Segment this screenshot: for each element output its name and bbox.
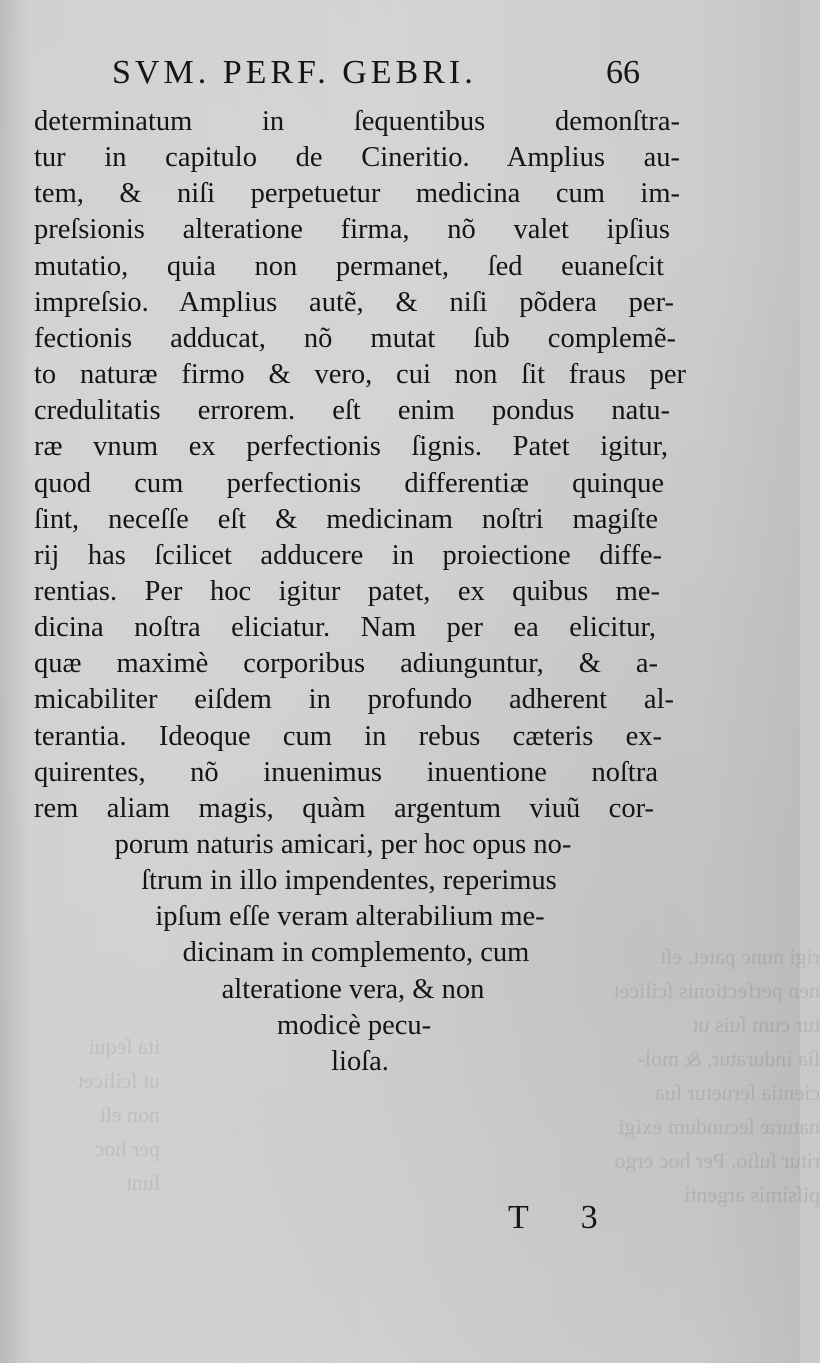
text-line: terantia. Ideoque cum in rebus cæteris ex- bbox=[34, 721, 662, 752]
text-line: fectionis adducat, nõ mutat ſub complemẽ- bbox=[34, 323, 676, 354]
text-line: preſsionis alteratione firma, nõ valet ipſius bbox=[34, 214, 670, 245]
text-line: to naturæ firmo & vero, cui non ſit fraus per bbox=[34, 359, 686, 390]
text-line: porum naturis amicari, per hoc opus no- bbox=[114, 829, 572, 860]
text-line: dicinam in complemento, cum bbox=[182, 937, 530, 968]
text-line: modicè pecu- bbox=[276, 1010, 432, 1041]
text-line: ipſum eſſe veram alterabilium me- bbox=[155, 901, 545, 932]
text-line: tem, & niſi perpetuetur medicina cum im- bbox=[34, 178, 680, 209]
text-line: rem aliam magis, quàm argentum viuũ cor- bbox=[34, 793, 654, 824]
text-line: rij has ſcilicet adducere in proiectione diffe- bbox=[34, 540, 662, 571]
text-line: tur in capitulo de Cineritio. Amplius au- bbox=[34, 142, 680, 173]
page-number: 66 bbox=[606, 54, 640, 91]
text-line: rentias. Per hoc igitur patet, ex quibus me- bbox=[34, 576, 660, 607]
text-line: credulitatis errorem. eſt enim pondus natu- bbox=[34, 395, 670, 426]
text-line: quæ maximè corporibus adiunguntur, & a- bbox=[34, 648, 658, 679]
signature-mark: T 3 bbox=[508, 1199, 620, 1236]
text-line: impreſsio. Amplius autẽ, & niſi põdera per- bbox=[34, 287, 674, 318]
page-header bbox=[0, 48, 800, 98]
text-line: determinatum in ſequentibus demonſtra- bbox=[34, 106, 680, 137]
running-head: SVM. PERF. GEBRI. bbox=[112, 54, 477, 91]
text-line: ſtrum in illo impendentes, reperimus bbox=[141, 865, 557, 896]
verso-bleed-through-left: ita ſequi ut ſcilicet non eſt per hoc ſunt bbox=[77, 1034, 160, 1195]
text-line: alteratione vera, & non bbox=[221, 974, 485, 1005]
text-line: quod cum perfectionis differentiæ quinque bbox=[34, 468, 664, 499]
text-line: mutatio, quia non permanet, ſed euaneſcit bbox=[34, 251, 664, 282]
text-line: quirentes, nõ inuenimus inuentione noſtra bbox=[34, 757, 658, 788]
text-line: ræ vnum ex perfectionis ſignis. Patet igitur, bbox=[34, 431, 668, 462]
text-line: micabiliter eiſdem in profundo adherent al- bbox=[34, 684, 674, 715]
text-line: ſint, neceſſe eſt & medicinam noſtri magiſte bbox=[34, 504, 658, 535]
verso-bleed-through-right: rigi nunc patet. eſt nen perfectionis ſcilicet tur cum ſuis ut ſia induratur, & mol- cientia ſeruetur ſua naturæ ſecundum exigi ritur ſuſio. Per hoc ergo piſsimis argenti bbox=[613, 944, 820, 1207]
text-line: dicina noſtra eliciatur. Nam per ea elicitur, bbox=[34, 612, 656, 643]
text-line: lioſa. bbox=[331, 1046, 389, 1077]
